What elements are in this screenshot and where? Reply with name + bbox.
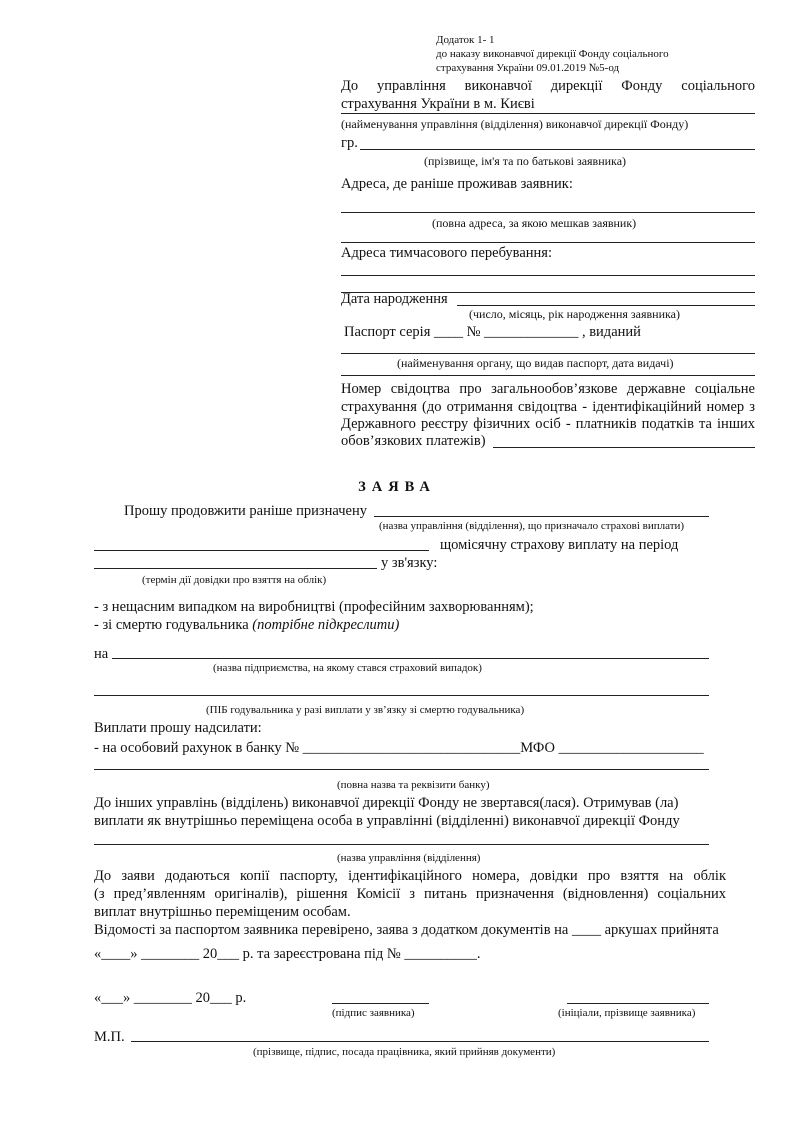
payments-label: Виплати прошу надсилати:: [94, 720, 262, 736]
hint-passport: (найменування органу, що видав паспорт, дата видачі): [397, 356, 674, 370]
prev-address-line-1[interactable]: [341, 212, 755, 213]
org-continuation-line[interactable]: [94, 550, 429, 551]
verified-line: Відомості за паспортом заявника перевірено, заява з додатком документів на ____ аркушах прийнята: [94, 922, 719, 938]
hint-assigning-org: (назва управління (відділення), що призначало страхові виплати): [379, 520, 685, 532]
underline-note: (потрібне підкреслити): [252, 617, 400, 633]
initials-line[interactable]: [567, 1003, 709, 1004]
signature-line[interactable]: [332, 1003, 429, 1004]
hint-birth-date: (число, місяць, рік народження заявника): [469, 307, 680, 321]
cert-line-2: страхування (до отримання свідоцтва - ідентифікаційний номер з: [341, 399, 755, 415]
applicant-name-line[interactable]: [360, 149, 755, 150]
hint-org-name: (найменування управління (відділення) виконавчої дирекції Фонду): [341, 117, 689, 131]
registered-line: «____» ________ 20___ р. та зареєстрована під № __________.: [94, 946, 481, 962]
birth-date-line[interactable]: [457, 305, 755, 306]
prev-address-line-2[interactable]: [341, 242, 755, 243]
addressee-line-1: До управління виконавчої дирекції Фонду соціального: [341, 78, 755, 94]
document-title: ЗАЯВА: [358, 479, 436, 495]
passport-line: Паспорт серія ____ № _____________ , виданий: [344, 324, 641, 340]
hint-prev-address: (повна адреса, за якою мешкав заявник): [432, 216, 637, 230]
gr-label: гр.: [341, 135, 358, 151]
hint-applicant-name: (прізвище, ім'я та по батькові заявника): [424, 154, 627, 168]
breadwinner-line[interactable]: [94, 695, 709, 696]
no-other-line-1: До інших управлінь (відділень) виконавчої дирекції Фонду не звертався(лася). Отримував (ла): [94, 795, 679, 811]
due-to-label: у зв'язку:: [381, 555, 438, 571]
cert-line-1: Номер свідоцтва про загальнообов’язкове державне соціальне: [341, 381, 755, 397]
option-breadwinner-text: - зі смертю годувальника: [94, 617, 249, 633]
cert-line-4: обов’язкових платежів): [341, 433, 486, 449]
hint-breadwinner: (ПІБ годувальника у разі виплати у зв’язку зі смертю годувальника): [206, 704, 525, 716]
option-breadwinner: [94, 617, 399, 634]
passport-issuer-line[interactable]: [341, 353, 755, 354]
hint-enterprise: (назва підприємства, на якому стався страховий випадок): [213, 662, 482, 674]
addressee-underline: [341, 113, 755, 114]
cert-line-3: Державного реєстру фізичних осіб - платників податків та інших: [341, 416, 755, 432]
on-label: на: [94, 646, 109, 662]
prev-address-label: Адреса, де раніше проживав заявник:: [341, 176, 573, 192]
bank-account-line: - на особовий рахунок в банку № ______________________________МФО ____________________: [94, 740, 704, 756]
temp-address-label: Адреса тимчасового перебування:: [341, 245, 552, 261]
term-line[interactable]: [94, 568, 377, 569]
addressee-line-2: страхування України в м. Києві: [341, 96, 535, 112]
passport-issuer-line-2[interactable]: [341, 375, 755, 376]
hint-term: (термін дії довідки про взяття на облік): [142, 574, 327, 586]
attachments-line-1: До заяви додаються копії паспорту, ідентифікаційного номера, довідки про взяття на облік: [94, 868, 726, 884]
annex-line-2: до наказу виконавчої дирекції Фонду соціального: [436, 48, 669, 60]
temp-address-line-1[interactable]: [341, 275, 755, 276]
enterprise-line[interactable]: [112, 658, 709, 659]
department-line[interactable]: [94, 844, 709, 845]
assigning-org-line[interactable]: [374, 516, 709, 517]
hint-officer: (прізвище, підпис, посада працівника, який прийняв документи): [253, 1046, 556, 1058]
cert-number-line[interactable]: [493, 447, 755, 448]
annex-line-3: страхування України 09.01.2019 №5-од: [436, 62, 620, 74]
birth-date-label: Дата народження: [341, 291, 448, 307]
hint-initials: (ініціали, прізвище заявника): [558, 1007, 696, 1019]
attachments-line-2: (з пред’явленням оригіналів), рішення Комісії з питань призначення (відновлення) соціальних: [94, 886, 726, 902]
hint-bank: (повна назва та реквізити банку): [337, 779, 490, 791]
bank-details-line[interactable]: [94, 769, 709, 770]
attachments-line-3: виплат внутрішньо переміщеним особам.: [94, 904, 351, 920]
monthly-payment-text: щомісячну страхову виплату на період: [440, 537, 679, 553]
hint-signature: (підпис заявника): [332, 1007, 415, 1019]
hint-department: (назва управління (відділення): [337, 852, 481, 864]
mp-label: М.П.: [94, 1029, 125, 1045]
signature-date: «___» ________ 20___ р.: [94, 990, 247, 1006]
officer-line[interactable]: [131, 1041, 709, 1042]
option-accident: - з нещасним випадком на виробництві (професійним захворюванням);: [94, 599, 534, 615]
no-other-line-2: виплати як внутрішньо переміщена особа в управлінні (відділенні) виконавчої дирекції Фонду: [94, 813, 680, 829]
request-start: Прошу продовжити раніше призначену: [124, 503, 367, 519]
annex-line-1: Додаток 1- 1: [436, 34, 495, 46]
